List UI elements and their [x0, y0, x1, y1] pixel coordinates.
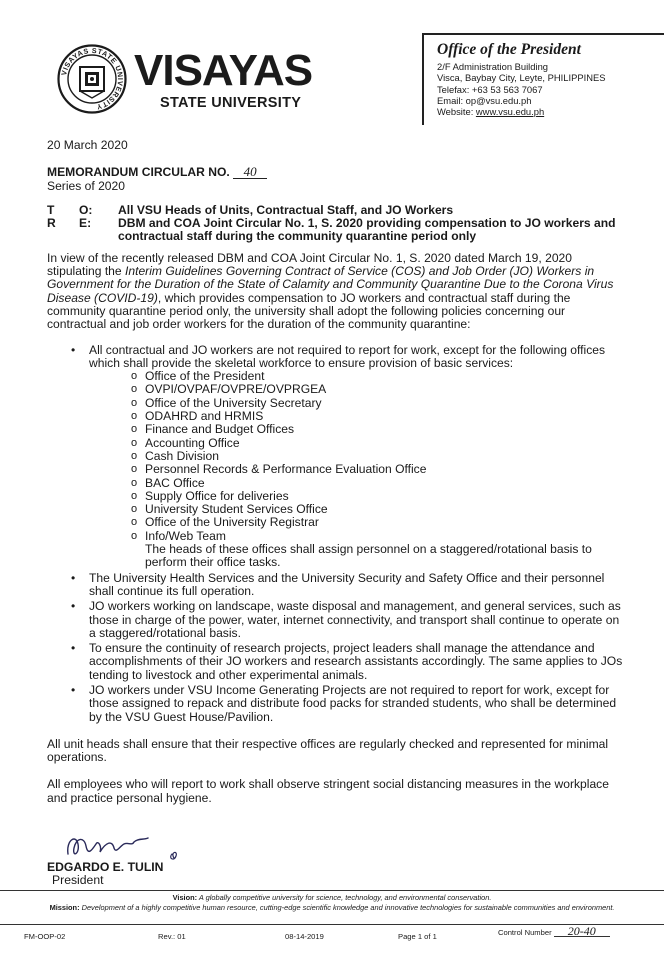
university-subtitle: STATE UNIVERSITY — [160, 95, 302, 111]
memo-circular-label: MEMORANDUM CIRCULAR NO. — [47, 165, 230, 180]
form-revision: Rev.: 01 — [158, 932, 186, 941]
policy-item: • JO workers working on landscape, waste disposal and management, and general services, such as those in charge of the power, water, internet connectivity, and transport shall continue to operate on a staggered/rotational basis. — [71, 600, 627, 640]
office-telefax: Telefax: +63 53 563 7067 — [437, 83, 543, 95]
office-website — [437, 106, 664, 117]
website-label: Website: — [437, 106, 476, 118]
office-item: o University Student Services Office — [131, 503, 627, 516]
policy-item: • JO workers under VSU Income Generating Projects are not required to report for work, except for those assigned to repack and distribute food packs for stranded students, who shall be determined by the VSU Guest House/Pavilion. — [71, 684, 627, 724]
intro-text-1: In view of the recently released DBM and COA Joint Circular No. 1, S. 2020 dated March 19, 2020 stipulating the — [47, 250, 573, 279]
office-item: o Cash Division — [131, 450, 627, 463]
offices-list — [131, 370, 627, 543]
closing-paragraph-1: All unit heads shall ensure that their respective offices are regularly checked and represented for minimal operations. — [47, 736, 609, 765]
office-email: Email: op@vsu.edu.ph — [437, 94, 532, 106]
office-item: o Finance and Budget Offices — [131, 423, 627, 436]
to-label-a: T — [47, 202, 55, 217]
signatory-title: President — [52, 873, 104, 887]
intro-italic-title: Interim Guidelines Governing Contract of Service (COS) and Job Order (JO) Workers in Government for the Duration of the State of Calamity and Community Quarantine Due to the Corona Virus Disease (COVID-19) — [47, 264, 614, 305]
office-item: o Info/Web Team — [131, 530, 627, 543]
memo-series: Series of 2020 — [47, 178, 125, 193]
form-control — [498, 926, 610, 937]
memo-recipients: All VSU Heads of Units, Contractual Staff, and JO Workers — [118, 202, 454, 217]
to-label-b: O: — [79, 202, 93, 217]
intro-paragraph — [47, 252, 627, 332]
mission-label: Mission: — [49, 903, 80, 912]
office-contact-box — [422, 33, 664, 125]
office-item: o BAC Office — [131, 477, 627, 490]
mission-statement — [32, 903, 632, 912]
policy-item: • To ensure the continuity of research projects, project leaders shall manage the attendance and accomplishments of their JO workers and research assistants accordingly. The same applies to JOs tending to livestock and other experimental animals. — [71, 642, 627, 682]
form-page: Page 1 of 1 — [398, 932, 437, 941]
footer-bottom-divider — [0, 924, 664, 925]
memo-date: 20 March 2020 — [47, 138, 128, 152]
control-label: Control Number — [498, 928, 552, 937]
university-name: VISAYAS — [134, 46, 313, 95]
form-code: FM-OOP-02 — [24, 932, 66, 941]
vision-label: Vision: — [172, 893, 198, 902]
memo-to-row — [47, 204, 627, 217]
mission-text: Development of a highly competitive human resource, cutting-edge scientific knowledge and innovative technologies for sustainable communities and environment. — [79, 903, 615, 912]
re-label-b: E: — [79, 216, 92, 231]
office-item: o Office of the President — [131, 370, 627, 383]
office-item: o ODAHRD and HRMIS — [131, 410, 627, 423]
memo-circular-number: 40 — [233, 166, 267, 179]
vision-text: A globally competitive university for science, technology, and environmental conservation. — [197, 893, 492, 902]
form-date: 08-14-2019 — [285, 932, 324, 941]
policy-list — [71, 344, 627, 724]
memo-subject: DBM and COA Joint Circular No. 1, S. 2020 providing compensation to JO workers and contractual staff during the community quarantine period only — [118, 216, 616, 244]
website-link[interactable]: www.vsu.edu.ph — [475, 106, 545, 118]
control-number-value: 20-40 — [554, 926, 610, 937]
office-item: o OVPI/OVPAF/OVPRE/OVPRGEA — [131, 383, 627, 396]
letterhead — [0, 0, 664, 136]
office-item: o Office of the University Registrar — [131, 516, 627, 529]
office-item: o Personnel Records & Performance Evaluation Office — [131, 463, 627, 476]
office-title: Office of the President — [437, 41, 581, 58]
vision-statement — [0, 893, 664, 902]
signatory-name: EDGARDO E. TULIN — [47, 860, 164, 874]
policy-item — [71, 344, 627, 570]
office-item: o Office of the University Secretary — [131, 397, 627, 410]
re-label-a: R — [47, 216, 56, 231]
office-city-line: Visca, Baybay City, Leyte, PHILIPPINES — [437, 72, 606, 84]
offices-note: The heads of these offices shall assign personnel on a staggered/rotational basis to perform their office tasks. — [145, 542, 592, 570]
office-address-line: 2/F Administration Building — [437, 61, 548, 72]
policy-text: All contractual and JO workers are not required to report for work, except for the following offices which shall provide the skeletal workforce to ensure provision of basic services: — [89, 342, 606, 370]
footer-top-divider — [0, 890, 664, 891]
memo-re-row — [47, 217, 627, 244]
intro-text-2: , which provides compensation to JO workers and contractual staff during the community quarantine period only, the university shall adopt the following policies concerning our contractual and job order workers for the duration of the community quarantine: — [47, 290, 571, 332]
handwritten-signature-icon — [62, 828, 182, 864]
office-item: o Supply Office for deliveries — [131, 490, 627, 503]
closing-paragraph-2: All employees who will report to work shall observe stringent social distancing measures in the workplace and practice personal hygiene. — [47, 777, 609, 805]
memo-circular-line — [47, 166, 627, 179]
memo-body — [47, 139, 627, 815]
policy-item: • The University Health Services and the University Security and Safety Office and their personnel shall continue its full operation. — [71, 572, 627, 599]
svg-text:VISAYAS STATE UNIVERSITY: VISAYAS STATE UNIVERSITY — [59, 45, 126, 112]
university-seal-icon — [57, 44, 127, 114]
office-item: o Accounting Office — [131, 437, 627, 450]
